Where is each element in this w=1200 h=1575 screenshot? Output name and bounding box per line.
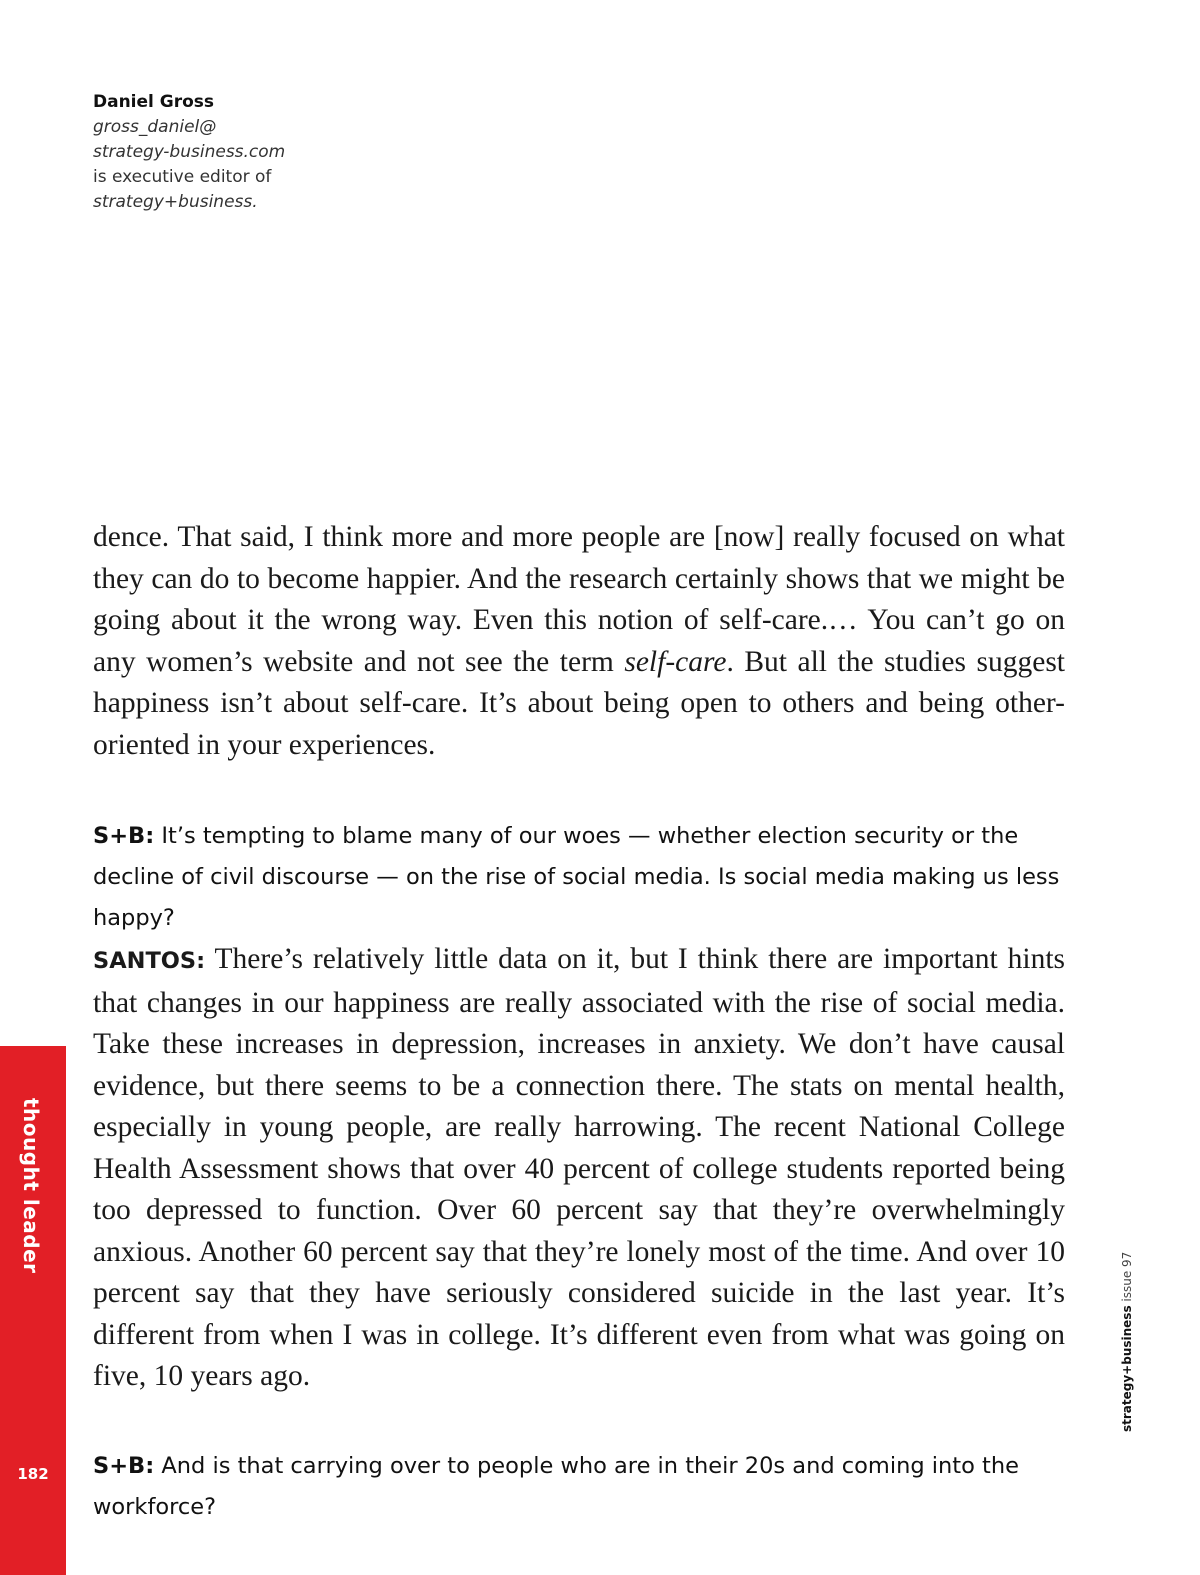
question-label: S+B: [93,1452,155,1479]
answer-label: SANTOS: [93,948,206,974]
question-label: S+B: [93,823,155,849]
running-footer [1120,1252,1134,1432]
author-email-line2[interactable]: strategy-business.com [93,142,286,162]
question-1 [93,816,1065,939]
paragraph-emphasis: self-care [624,645,727,678]
question-2 [93,1446,1065,1528]
paragraph-text-b: . But all the studies suggest happiness isn’t about self-care. It’s about being open to others and being other-oriented in your experiences. [93,645,1065,761]
paragraph-text-a: dence. That said, I think more and more people are [now] really focused on what they can do to become happier. And the research certainly shows that we might be going about it the wrong way. Even this notion of self-care.… You can’t go on any women’s website and not see the term [93,521,1065,678]
footer-publication: strategy+business [1120,1305,1134,1432]
answer-1 [93,939,1065,1398]
page-number: 182 [17,1465,49,1483]
section-label: thought leader [19,1098,43,1274]
author-role: is executive editor of [93,167,272,187]
paragraph-continued [93,517,1065,766]
author-publication: strategy+business. [93,192,258,212]
author-name: Daniel Gross [93,92,215,112]
footer-issue: issue 97 [1120,1251,1134,1306]
answer-text: There’s relatively little data on it, but I think there are important hints that changes in our happiness are really associated with the rise of social media. Take these increases in depression, increases in anxiety. We don’t have causal evidence, but there seems to be a connection there. The stats on mental health, especially in young people, are really harrowing. The recent National College Health Assessment shows that over 40 percent of college students reported being too depressed to function. Over 60 percent say that they’re overwhelmingly anxious. Another 60 percent say that they’re lonely most of the time. And over 10 percent say that they have seriously considered suicide in the last year. It’s different from when I was in college. It’s different even from what was going on five, 10 years ago. [93,943,1065,1392]
author-bio [93,90,353,215]
question-text: It’s tempting to blame many of our woes — whether election security or the decline of civil discourse — on the rise of social media. Is social media making us less happy? [93,823,1060,931]
author-email-line1[interactable]: gross_daniel@ [93,117,217,137]
question-text: And is that carrying over to people who are in their 20s and coming into the workforce? [93,1452,1019,1520]
article-body [93,517,1065,1528]
